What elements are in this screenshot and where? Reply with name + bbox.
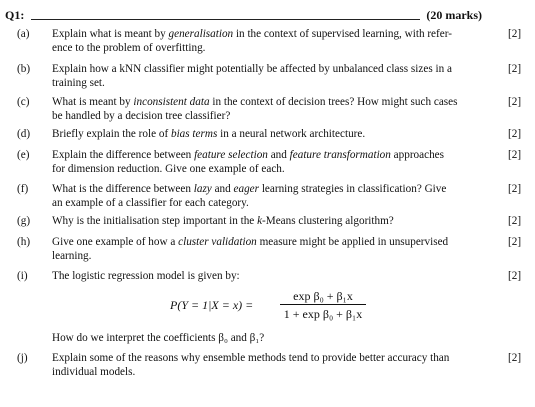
formula-lhs: P(Y = 1|X = x) =	[170, 298, 254, 312]
item-letter: (g)	[17, 215, 31, 227]
text-segment: ence to the problem of overfitting.	[52, 41, 206, 54]
fraction-bar	[280, 304, 366, 305]
formula-fraction	[280, 289, 366, 321]
text-segment: What is the difference between	[52, 183, 194, 195]
text-segment: Give one example of how a	[52, 236, 179, 248]
text-line	[52, 270, 482, 284]
text-line	[52, 236, 482, 250]
emphasized-term: bias terms	[170, 128, 218, 140]
text-segment: What is meant by	[52, 96, 134, 108]
item-letter: (i)	[17, 270, 28, 282]
text-segment: Explain the difference between	[52, 149, 195, 161]
text-segment: Explain how a kNN classifier might potentially be affected by unbalanced class sizes in a	[52, 63, 452, 75]
text-segment: be handled by a decision tree classifier?	[52, 109, 231, 122]
text-segment: for dimension reduction. Give one example of each.	[52, 162, 285, 175]
text-line	[52, 215, 482, 229]
emphasized-term: eager	[233, 183, 260, 195]
question-header	[5, 8, 482, 24]
text-line	[52, 197, 482, 211]
text-segment: Why is the initialisation step important in the	[52, 215, 258, 227]
text-line	[52, 110, 482, 124]
header-rule	[31, 19, 420, 20]
text-segment: in the context of decision trees? How might such cases	[209, 96, 458, 108]
item-text	[52, 28, 482, 55]
text-segment: learning strategies in classification? Give	[259, 183, 447, 195]
text-line	[52, 63, 482, 77]
item-letter: (e)	[17, 149, 30, 161]
item-marks: [2]	[508, 352, 522, 364]
item-text	[52, 96, 482, 123]
item-marks: [2]	[508, 63, 522, 75]
item-marks: [2]	[508, 149, 522, 161]
text-segment: Explain some of the reasons why ensemble methods tend to provide better accuracy than	[52, 352, 450, 364]
text-line	[52, 366, 482, 380]
item-letter: (h)	[17, 236, 31, 248]
text-segment: The logistic regression model is given by:	[52, 270, 240, 282]
text-segment: approaches	[390, 149, 444, 161]
item-text	[52, 215, 482, 229]
text-line	[52, 77, 482, 91]
item-marks: [2]	[508, 183, 522, 195]
item-text	[52, 270, 482, 284]
logistic-regression-formula	[170, 289, 410, 323]
emphasized-term: lazy	[193, 183, 212, 195]
item-marks: [2]	[508, 270, 522, 282]
text-line	[52, 149, 482, 163]
item-text	[52, 183, 482, 210]
item-letter: (j)	[17, 352, 28, 364]
text-line	[52, 163, 482, 177]
text-segment: an example of a classifier for each category.	[52, 196, 249, 209]
formula-numerator: exp β₀ + β₁x	[293, 289, 353, 303]
item-letter: (c)	[17, 96, 30, 108]
text-segment: in the context of supervised learning, with refer-	[233, 28, 452, 40]
emphasized-term: feature selection	[194, 149, 268, 161]
text-line	[52, 42, 482, 56]
item-letter: (a)	[17, 28, 30, 40]
text-line	[52, 250, 482, 264]
question-marks: (20 marks)	[423, 8, 482, 23]
item-text	[52, 128, 482, 142]
text-segment: and	[211, 183, 234, 195]
text-line	[52, 96, 482, 110]
item-marks: [2]	[508, 28, 522, 40]
text-line	[52, 28, 482, 42]
text-segment: Explain what is meant by	[52, 28, 169, 40]
formula-denominator: 1 + exp β₀ + β₁x	[283, 307, 363, 321]
item-marks: [2]	[508, 215, 522, 227]
item-text	[52, 63, 482, 90]
text-segment: Briefly explain the role of	[52, 128, 171, 140]
emphasized-term: inconsistent data	[133, 96, 210, 108]
coefficient-question: How do we interpret the coefficients β₀ and β₁?	[52, 332, 265, 344]
text-line	[52, 183, 482, 197]
text-line	[52, 128, 482, 142]
emphasized-term: feature transformation	[289, 149, 391, 161]
emphasized-term: generalisation	[168, 28, 234, 40]
text-segment: -Means clustering algorithm?	[262, 215, 394, 227]
text-segment: individual models.	[52, 365, 136, 378]
item-letter: (f)	[17, 183, 29, 195]
item-marks: [2]	[508, 236, 522, 248]
text-segment: learning.	[52, 249, 92, 262]
item-text	[52, 236, 482, 263]
item-text	[52, 149, 482, 176]
item-marks: [2]	[508, 96, 522, 108]
item-letter: (b)	[17, 63, 31, 75]
text-segment: in a neural network architecture.	[217, 128, 366, 140]
question-label: Q1:	[5, 8, 25, 22]
text-segment: measure might be applied in unsupervised	[256, 236, 449, 248]
text-segment: and	[267, 149, 290, 161]
item-text	[52, 352, 482, 379]
emphasized-term: k	[257, 215, 263, 227]
emphasized-term: cluster validation	[178, 236, 257, 248]
text-line	[52, 352, 482, 366]
item-marks: [2]	[508, 128, 522, 140]
text-segment: training set.	[52, 76, 105, 89]
item-letter: (d)	[17, 128, 31, 140]
